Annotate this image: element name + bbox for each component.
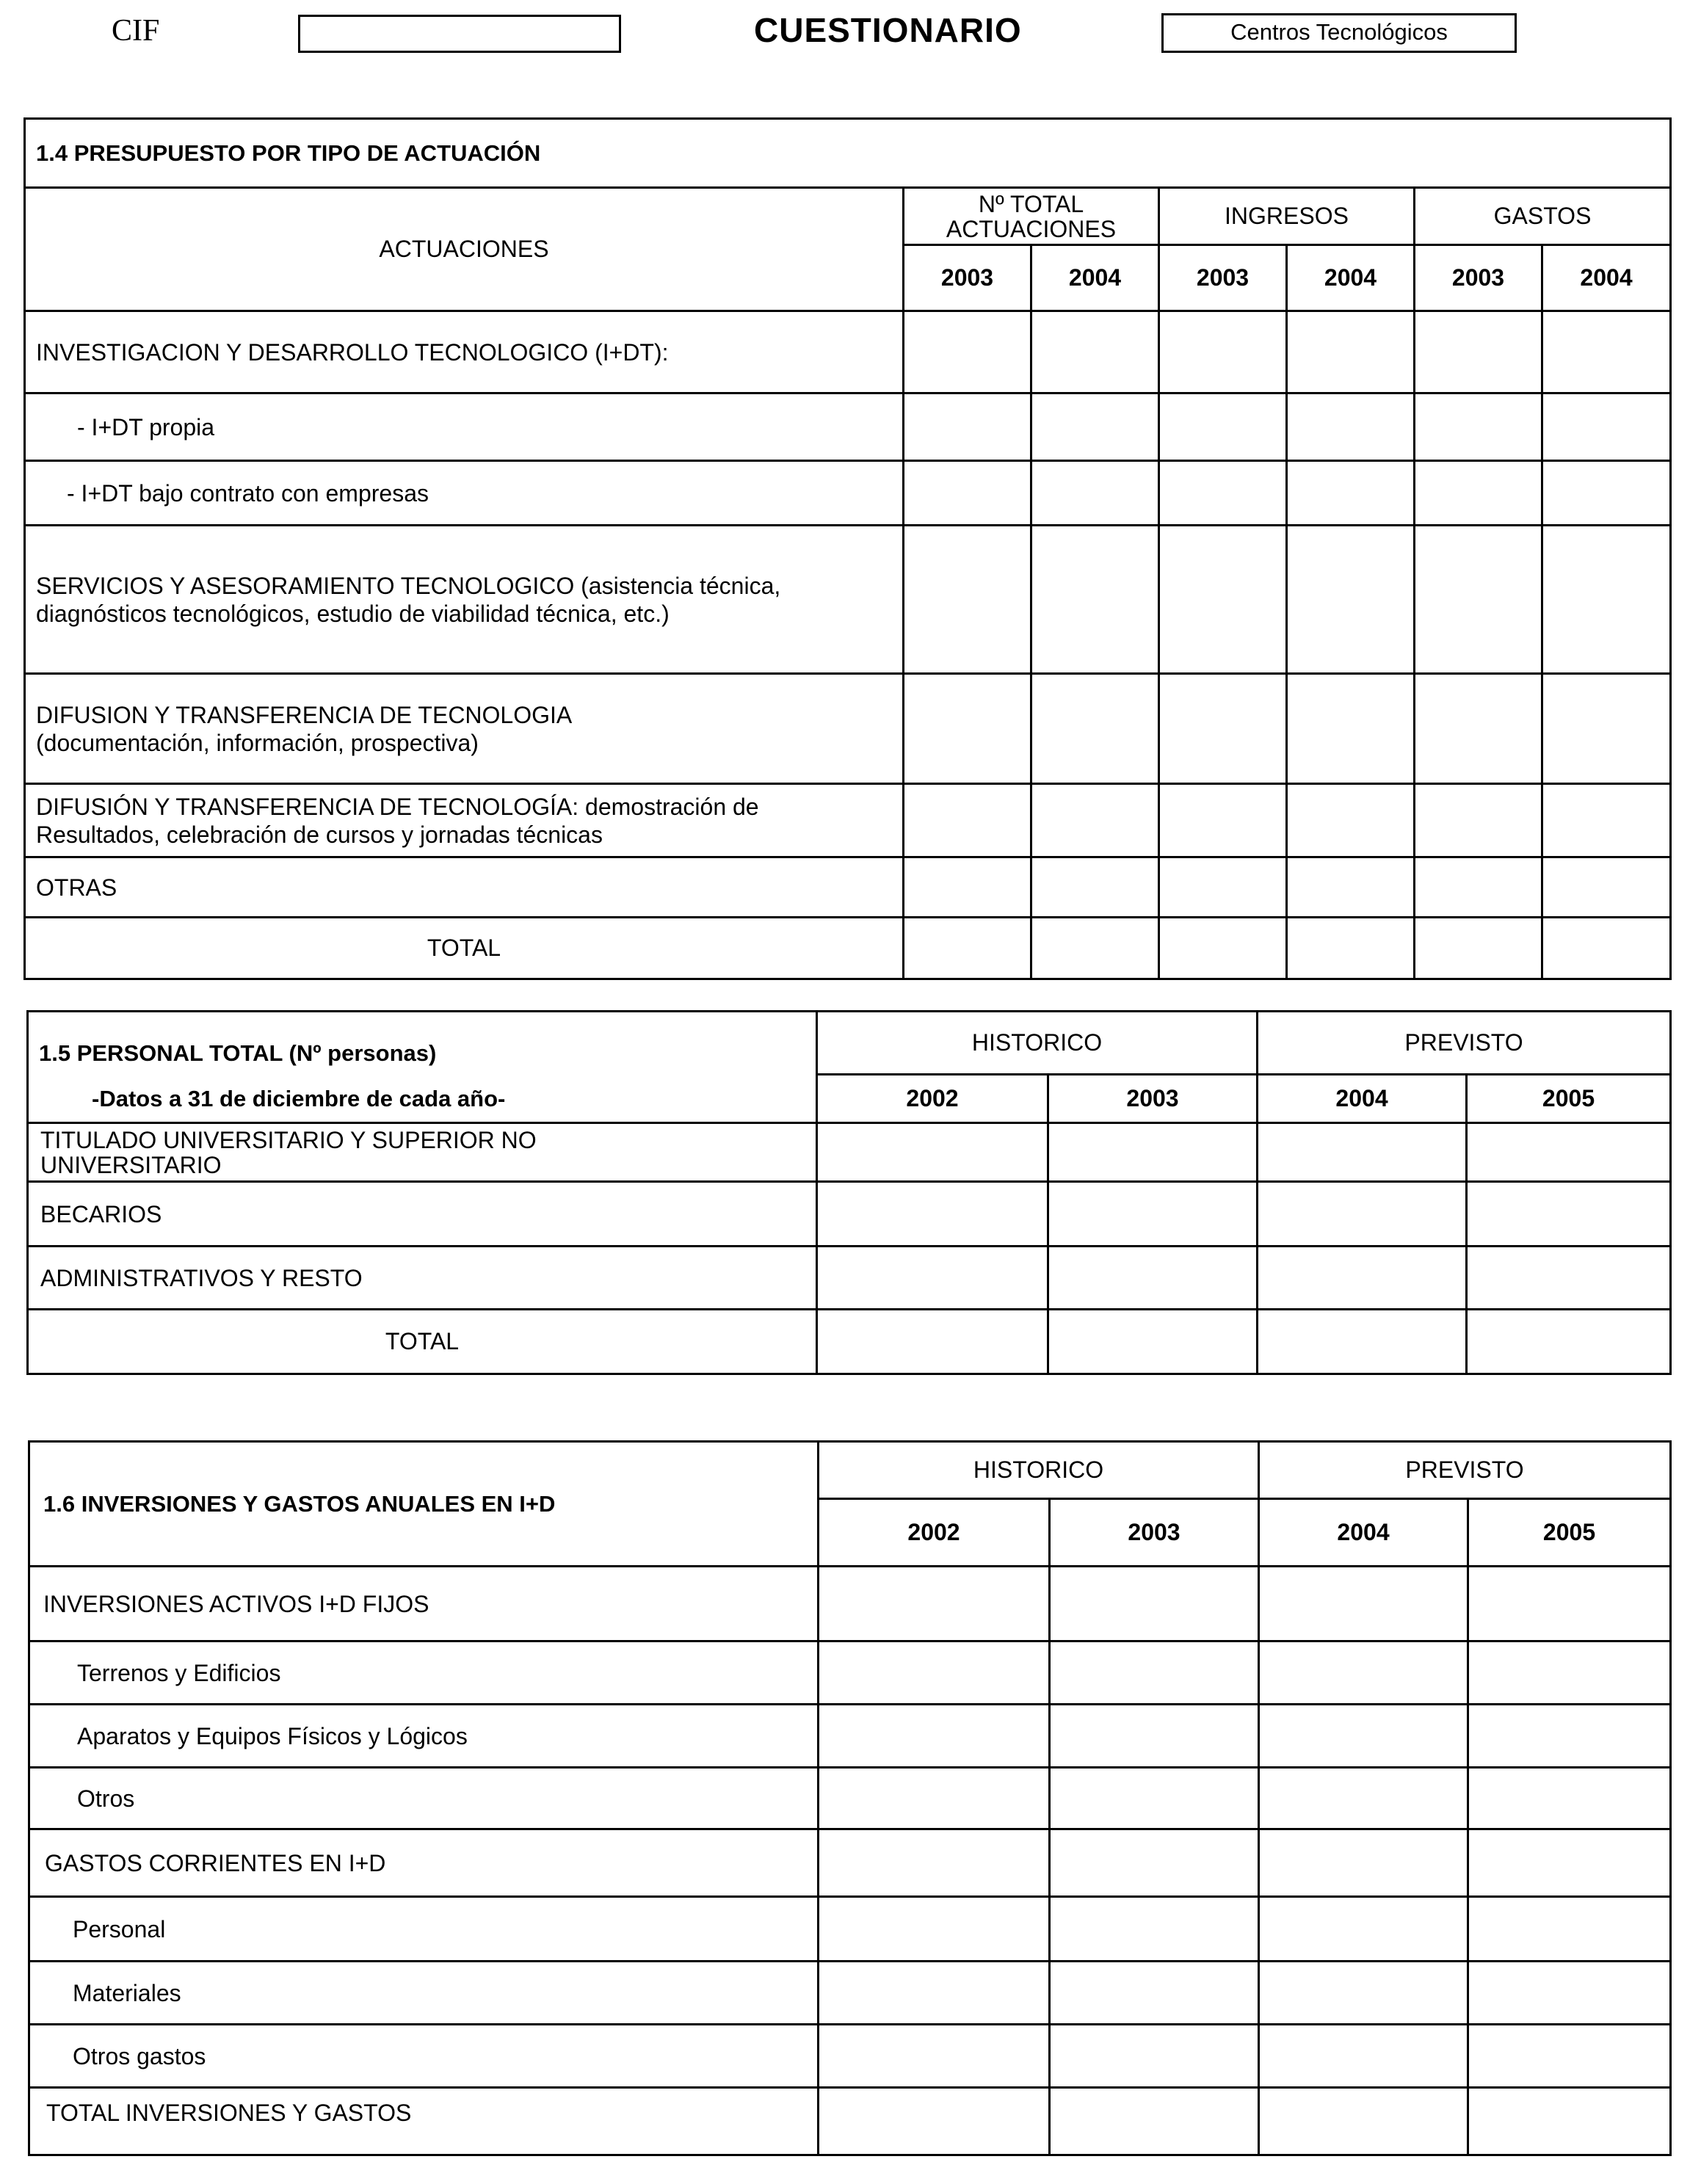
data-cell[interactable]	[1259, 1962, 1468, 2025]
data-cell[interactable]	[1415, 311, 1542, 393]
data-cell[interactable]	[819, 2025, 1050, 2088]
row-label: Otros	[29, 1768, 819, 1829]
data-cell[interactable]	[1258, 1123, 1467, 1182]
table-row	[29, 1567, 1671, 1641]
year-header: 2004	[1287, 245, 1415, 311]
data-cell[interactable]	[1467, 1247, 1671, 1310]
data-cell[interactable]	[904, 857, 1031, 918]
data-cell[interactable]	[1287, 393, 1415, 461]
data-cell[interactable]	[1159, 674, 1287, 784]
row-label: INVESTIGACION Y DESARROLLO TECNOLOGICO (I+DT):	[25, 311, 904, 393]
data-cell[interactable]	[1159, 857, 1287, 918]
data-cell[interactable]	[904, 393, 1031, 461]
row-label: ADMINISTRATIVOS Y RESTO	[28, 1247, 817, 1310]
data-cell[interactable]	[1031, 393, 1159, 461]
row-label: Otros gastos	[29, 2025, 819, 2088]
table-row	[28, 1247, 1671, 1310]
table-row	[29, 1705, 1671, 1768]
data-cell[interactable]	[1287, 674, 1415, 784]
data-cell[interactable]	[1259, 2088, 1468, 2155]
table-row	[29, 1962, 1671, 2025]
section-subtitle: -Datos a 31 de diciembre de cada año-	[92, 1086, 506, 1111]
table-row	[29, 1641, 1671, 1705]
col-header-previsto: PREVISTO	[1259, 1442, 1671, 1499]
data-cell[interactable]	[1050, 1897, 1259, 1962]
data-cell[interactable]	[1542, 311, 1671, 393]
data-cell[interactable]	[1050, 1641, 1259, 1705]
data-cell[interactable]	[1259, 1897, 1468, 1962]
col-header-total-actuaciones: Nº TOTAL ACTUACIONES	[904, 188, 1159, 245]
col-header-previsto: PREVISTO	[1258, 1012, 1671, 1075]
row-label-total: TOTAL	[25, 918, 904, 979]
data-cell[interactable]	[1031, 857, 1159, 918]
row-label: Personal	[29, 1897, 819, 1962]
col-header-ingresos: INGRESOS	[1159, 188, 1415, 245]
data-cell[interactable]	[1159, 526, 1287, 674]
data-cell[interactable]	[1287, 784, 1415, 857]
table-presupuesto	[23, 117, 1672, 980]
data-cell[interactable]	[1415, 784, 1542, 857]
category-tag: Centros Tecnológicos	[1161, 13, 1517, 53]
table-row	[25, 393, 1671, 461]
row-label: - I+DT propia	[25, 393, 904, 461]
row-label-total: TOTAL INVERSIONES Y GASTOS	[29, 2088, 819, 2155]
year-header: 2003	[904, 245, 1031, 311]
data-cell[interactable]	[819, 1567, 1050, 1641]
table-row	[29, 1829, 1671, 1897]
table-row	[25, 857, 1671, 918]
data-cell[interactable]	[1467, 1310, 1671, 1374]
table-row	[25, 311, 1671, 393]
section-title: 1.4 PRESUPUESTO POR TIPO DE ACTUACIÓN	[25, 119, 1671, 188]
data-cell[interactable]	[1050, 2088, 1259, 2155]
data-cell[interactable]	[1468, 1897, 1671, 1962]
data-cell[interactable]	[1259, 2025, 1468, 2088]
row-label: OTRAS	[25, 857, 904, 918]
data-cell[interactable]	[904, 674, 1031, 784]
data-cell[interactable]	[1159, 461, 1287, 526]
data-cell[interactable]	[1287, 311, 1415, 393]
row-label: SERVICIOS Y ASESORAMIENTO TECNOLOGICO (asistencia técnica, diagnósticos tecnológicos, estudio de viabilidad técnica, etc.)	[25, 526, 904, 674]
cif-input-box[interactable]	[298, 15, 621, 53]
data-cell[interactable]	[1468, 1641, 1671, 1705]
data-cell[interactable]	[1467, 1123, 1671, 1182]
data-cell[interactable]	[1031, 311, 1159, 393]
table-row	[25, 526, 1671, 674]
year-header: 2003	[1159, 245, 1287, 311]
data-cell[interactable]	[1050, 1567, 1259, 1641]
data-cell[interactable]	[904, 526, 1031, 674]
data-cell[interactable]	[1258, 1247, 1467, 1310]
data-cell[interactable]	[819, 1768, 1050, 1829]
table-row	[28, 1123, 1671, 1182]
data-cell[interactable]	[1048, 1182, 1258, 1247]
row-label: Terrenos y Edificios	[29, 1641, 819, 1705]
data-cell[interactable]	[1415, 526, 1542, 674]
data-cell[interactable]	[1031, 461, 1159, 526]
table-row	[25, 461, 1671, 526]
data-cell[interactable]	[1031, 918, 1159, 979]
data-cell[interactable]	[1031, 674, 1159, 784]
data-cell[interactable]	[1468, 2088, 1671, 2155]
data-cell[interactable]	[1542, 857, 1671, 918]
data-cell[interactable]	[1050, 2025, 1259, 2088]
table-row-total	[25, 918, 1671, 979]
data-cell[interactable]	[1159, 918, 1287, 979]
table-personal	[26, 1010, 1672, 1375]
year-header: 2003	[1050, 1499, 1259, 1567]
data-cell[interactable]	[1159, 393, 1287, 461]
data-cell[interactable]	[1050, 1768, 1259, 1829]
data-cell[interactable]	[1468, 2025, 1671, 2088]
data-cell[interactable]	[1542, 393, 1671, 461]
data-cell[interactable]	[1259, 1641, 1468, 1705]
data-cell[interactable]	[1467, 1182, 1671, 1247]
data-cell[interactable]	[1050, 1829, 1259, 1897]
data-cell[interactable]	[1415, 918, 1542, 979]
data-cell[interactable]	[817, 1182, 1048, 1247]
data-cell[interactable]	[1048, 1310, 1258, 1374]
table-row	[29, 1768, 1671, 1829]
table-row-total	[28, 1310, 1671, 1374]
table-row-total	[29, 2088, 1671, 2155]
row-label: TITULADO UNIVERSITARIO Y SUPERIOR NO UNIVERSITARIO	[28, 1123, 817, 1182]
row-label: INVERSIONES ACTIVOS I+D FIJOS	[29, 1567, 819, 1641]
table-row	[25, 674, 1671, 784]
col-header-gastos: GASTOS	[1415, 188, 1671, 245]
data-cell[interactable]	[819, 1829, 1050, 1897]
data-cell[interactable]	[1259, 1829, 1468, 1897]
col-header-actuaciones: ACTUACIONES	[25, 188, 904, 311]
data-cell[interactable]	[1468, 1567, 1671, 1641]
data-cell[interactable]	[1259, 1567, 1468, 1641]
data-cell[interactable]	[1259, 1705, 1468, 1768]
data-cell[interactable]	[819, 1962, 1050, 2025]
data-cell[interactable]	[1287, 461, 1415, 526]
data-cell[interactable]	[1415, 674, 1542, 784]
data-cell[interactable]	[1259, 1768, 1468, 1829]
year-header: 2002	[819, 1499, 1050, 1567]
data-cell[interactable]	[819, 1897, 1050, 1962]
page-title: CUESTIONARIO	[754, 11, 1022, 49]
row-label: - I+DT bajo contrato con empresas	[25, 461, 904, 526]
row-label-total: TOTAL	[28, 1310, 817, 1374]
col-header-historico: HISTORICO	[819, 1442, 1259, 1499]
year-header: 2004	[1542, 245, 1671, 311]
data-cell[interactable]	[817, 1123, 1048, 1182]
data-cell[interactable]	[1542, 526, 1671, 674]
data-cell[interactable]	[1468, 1705, 1671, 1768]
data-cell[interactable]	[1415, 393, 1542, 461]
col-header-historico: HISTORICO	[817, 1012, 1258, 1075]
data-cell[interactable]	[1542, 674, 1671, 784]
row-label: Materiales	[29, 1962, 819, 2025]
data-cell[interactable]	[1542, 784, 1671, 857]
year-header: 2004	[1259, 1499, 1468, 1567]
data-cell[interactable]	[1050, 1962, 1259, 2025]
row-label: DIFUSION Y TRANSFERENCIA DE TECNOLOGIA (documentación, información, prospectiva)	[25, 674, 904, 784]
data-cell[interactable]	[1287, 918, 1415, 979]
section-title: 1.6 INVERSIONES Y GASTOS ANUALES EN I+D	[29, 1442, 819, 1567]
table-row	[29, 1897, 1671, 1962]
year-header: 2004	[1031, 245, 1159, 311]
data-cell[interactable]	[1415, 461, 1542, 526]
data-cell[interactable]	[1159, 784, 1287, 857]
data-cell[interactable]	[1258, 1310, 1467, 1374]
data-cell[interactable]	[904, 461, 1031, 526]
data-cell[interactable]	[1415, 857, 1542, 918]
row-label: BECARIOS	[28, 1182, 817, 1247]
year-header: 2005	[1467, 1075, 1671, 1123]
data-cell[interactable]	[819, 1641, 1050, 1705]
year-header: 2002	[817, 1075, 1048, 1123]
table-row	[29, 2025, 1671, 2088]
data-cell[interactable]	[1258, 1182, 1467, 1247]
table-row	[28, 1182, 1671, 1247]
data-cell[interactable]	[1159, 311, 1287, 393]
data-cell[interactable]	[1031, 526, 1159, 674]
year-header: 2005	[1468, 1499, 1671, 1567]
data-cell[interactable]	[1287, 526, 1415, 674]
data-cell[interactable]	[1048, 1247, 1258, 1310]
row-label: Aparatos y Equipos Físicos y Lógicos	[29, 1705, 819, 1768]
data-cell[interactable]	[819, 2088, 1050, 2155]
section-title-cell	[28, 1012, 817, 1123]
data-cell[interactable]	[817, 1247, 1048, 1310]
data-cell[interactable]	[1287, 857, 1415, 918]
data-cell[interactable]	[1050, 1705, 1259, 1768]
data-cell[interactable]	[1468, 1768, 1671, 1829]
data-cell[interactable]	[819, 1705, 1050, 1768]
data-cell[interactable]	[1542, 461, 1671, 526]
data-cell[interactable]	[1468, 1829, 1671, 1897]
data-cell[interactable]	[904, 918, 1031, 979]
table-row	[25, 784, 1671, 857]
row-label: GASTOS CORRIENTES EN I+D	[29, 1829, 819, 1897]
data-cell[interactable]	[817, 1310, 1048, 1374]
year-header: 2004	[1258, 1075, 1467, 1123]
year-header: 2003	[1048, 1075, 1258, 1123]
data-cell[interactable]	[904, 311, 1031, 393]
year-header: 2003	[1415, 245, 1542, 311]
table-inversiones	[28, 1440, 1672, 2156]
data-cell[interactable]	[1468, 1962, 1671, 2025]
cif-label: CIF	[112, 14, 160, 48]
section-title: 1.5 PERSONAL TOTAL (Nº personas)	[39, 1040, 437, 1066]
data-cell[interactable]	[1542, 918, 1671, 979]
row-label: DIFUSIÓN Y TRANSFERENCIA DE TECNOLOGÍA: demostración de Resultados, celebración de cursos y jornadas técnicas	[25, 784, 904, 857]
data-cell[interactable]	[1048, 1123, 1258, 1182]
data-cell[interactable]	[904, 784, 1031, 857]
data-cell[interactable]	[1031, 784, 1159, 857]
